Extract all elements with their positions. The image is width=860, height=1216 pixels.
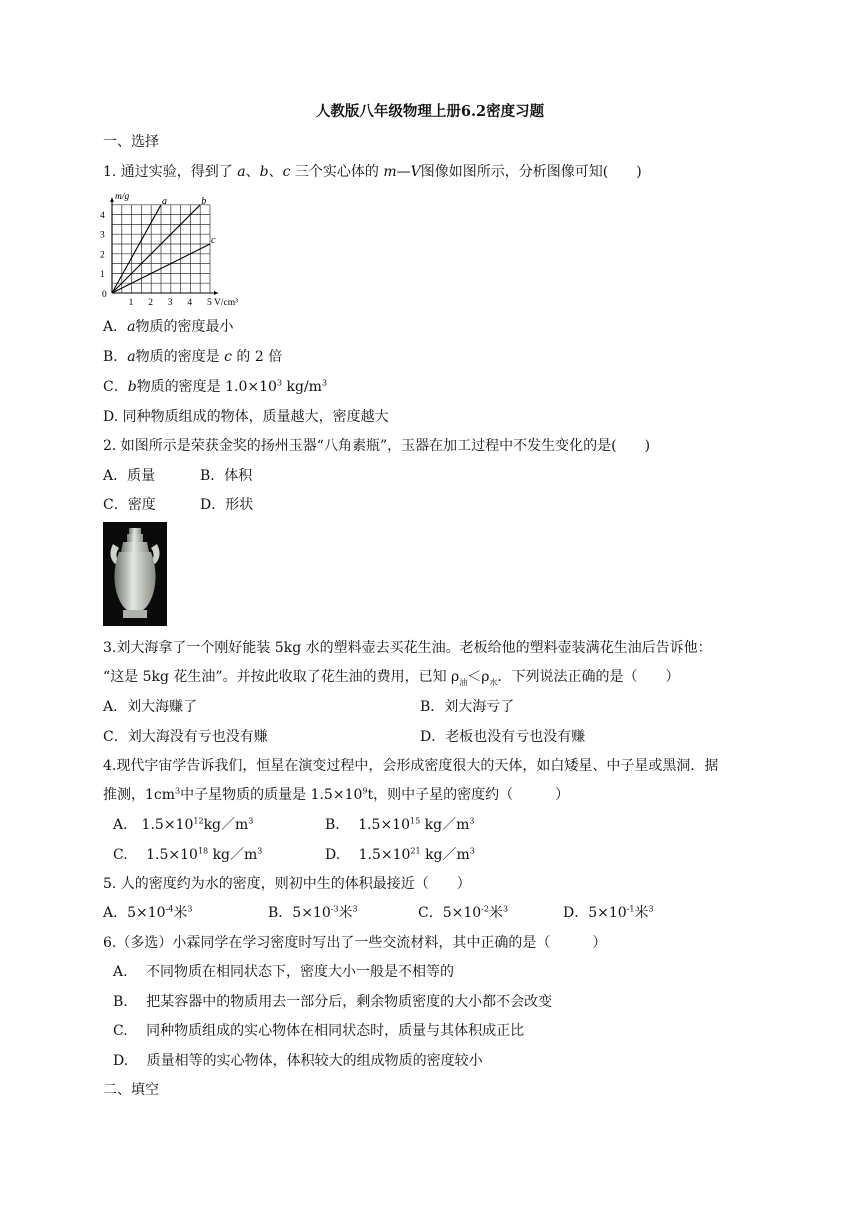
series-line-b xyxy=(112,205,200,293)
question-1-option-d[interactable]: D. 同种物质组成的物体，质量越大，密度越大 xyxy=(103,409,389,425)
series-label-a: a xyxy=(162,195,167,207)
question-2-stem: 2. 如图所示是荣获金奖的扬州玉器“八角素瓶”，玉器在加工过程中不发生变化的是( ) xyxy=(103,438,651,454)
question-2-option-a[interactable]: A．质量 xyxy=(103,468,156,484)
question-3-option-c[interactable]: C．刘大海没有亏也没有赚 xyxy=(103,729,268,745)
question-4-option-c[interactable]: C. $1.5\times 10^{18}$ $kg/m^3$ xyxy=(113,846,263,863)
x-tick-label: 4 xyxy=(187,298,193,308)
question-5-stem: 5. 人的密度约为水的密度，则初中生的体积最接近（ ） xyxy=(103,876,471,892)
question-1-option-a[interactable]: A．a物质的密度最小 xyxy=(103,319,234,335)
question-3-stem-line1: 3.刘大海拿了一个刚好能装 5kg 水的塑料壶去买花生油。老板给他的塑料壶装满花生油后告诉他： xyxy=(103,640,712,656)
var-c: c xyxy=(282,164,291,180)
series-label-c: c xyxy=(211,235,216,246)
x-tick-label: 2 xyxy=(148,298,153,308)
y-tick-label: 1 xyxy=(100,269,105,280)
question-2-option-d[interactable]: D．形状 xyxy=(200,497,254,513)
x-axis-arrow xyxy=(214,291,218,295)
mv-graph-chart xyxy=(98,188,258,308)
question-6-option-d[interactable]: D. 质量相等的实心物体，体积较大的组成物质的密度较小 xyxy=(113,1053,483,1069)
question-3-option-b[interactable]: B．刘大海亏了 xyxy=(420,699,515,715)
y-axis-label: m/g xyxy=(115,191,130,202)
y-tick-label: 2 xyxy=(100,250,105,261)
section-heading-fill-in: 二、填空 xyxy=(103,1082,159,1098)
section-heading-choice: 一、选择 xyxy=(103,134,159,150)
question-2-option-b[interactable]: B．体积 xyxy=(200,468,253,484)
question-5-option-a[interactable]: A．$5\times 10^{-4}$米$^3$ xyxy=(103,904,193,921)
x-tick-label: 3 xyxy=(167,298,173,308)
question-4-stem-line1: 4.现代宇宙学告诉我们，恒星在演变过程中，会形成密度很大的天体，如白矮星、中子星或黑洞．据 xyxy=(103,758,719,774)
x-tick-label: 1 xyxy=(128,298,134,308)
question-1-option-b[interactable]: B．a物质的密度是 c 的 2 倍 xyxy=(103,349,283,365)
var-a: a xyxy=(237,164,246,180)
y-axis-arrow xyxy=(110,198,114,202)
question-5-option-b[interactable]: B．$5\times 10^{-3}$米$^3$ xyxy=(268,904,358,921)
chart-tick-labels xyxy=(100,192,238,308)
question-1-option-c[interactable]: C．b物质的密度是 $1.0\times 10^3$ $kg/m^3$ xyxy=(103,378,328,395)
question-1-stem: 1. 通过实验，得到了 a、b、c 三个实心体的 m—V图像如图所示，分析图像可知( ) xyxy=(103,164,642,180)
question-6-option-c[interactable]: C. 同种物质组成的实心物体在相同状态时，质量与其体积成正比 xyxy=(113,1023,525,1039)
question-6-option-a[interactable]: A. 不同物质在相同状态下，密度大小一般是不相等的 xyxy=(113,964,455,980)
question-6-stem: 6.（多选）小霖同学在学习密度时写出了一些交流材料，其中正确的是（ ） xyxy=(103,935,607,951)
x-tick-label: 5 xyxy=(207,298,212,308)
question-6-option-b[interactable]: B. 把某容器中的物质用去一部分后，剩余物质密度的大小都不会改变 xyxy=(113,994,553,1010)
question-3-stem-line2: “这是 5kg 花生油”。并按此收取了花生油的费用，已知 $\rho_油<\rho_水$．下列说法正确的是（ ） xyxy=(103,669,680,687)
question-4-option-a[interactable]: A. $1.5\times 10^{12}kg/m^3$ xyxy=(113,816,254,833)
question-4-stem-line2: 推测，$1cm^3$中子星物质的质量是 $1.5\times 10^9t$，则中子星的密度约（ ） xyxy=(103,786,570,803)
series-line-a xyxy=(112,205,161,293)
question-2-option-c[interactable]: C．密度 xyxy=(103,497,156,513)
chart-grid xyxy=(112,205,210,293)
x-axis-label: V/cm³ xyxy=(214,298,238,308)
var-b: b xyxy=(259,164,269,180)
question-3-option-a[interactable]: A．刘大海赚了 xyxy=(103,699,198,715)
jade-vase-photo xyxy=(103,522,167,626)
series-label-b: b xyxy=(201,195,207,207)
question-5-option-c[interactable]: C．$5\times 10^{-2}$米$^3$ xyxy=(418,904,509,921)
question-4-option-b[interactable]: B. $1.5\times 10^{15}$ $kg/m^3$ xyxy=(325,816,475,833)
question-5-option-d[interactable]: D．$5\times 10^{-1}$米$^3$ xyxy=(563,904,654,921)
question-3-option-d[interactable]: D．老板也没有亏也没有赚 xyxy=(420,729,586,745)
y-tick-label: 4 xyxy=(100,211,105,222)
origin-label: 0 xyxy=(102,290,107,300)
page-title: 人教版八年级物理上册6.2密度习题 xyxy=(315,103,545,120)
question-4-option-d[interactable]: D. $1.5\times 10^{21}$ $kg/m^3$ xyxy=(325,846,475,863)
y-tick-label: 3 xyxy=(100,230,105,241)
